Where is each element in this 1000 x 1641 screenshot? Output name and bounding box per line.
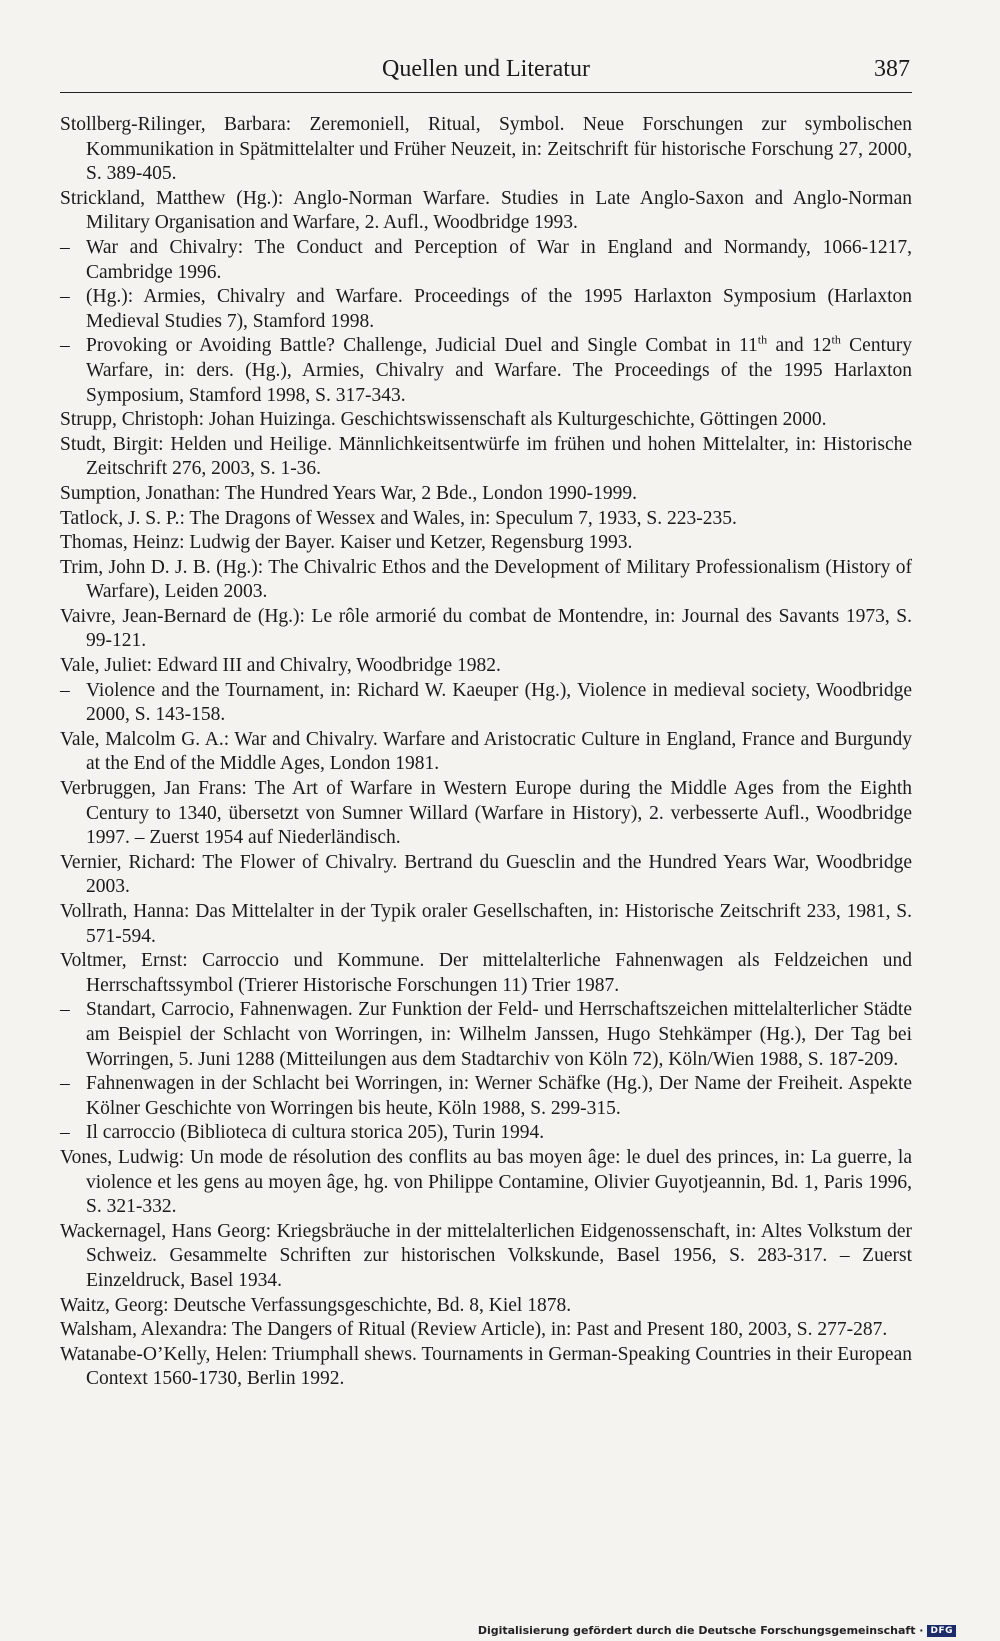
entry-text: (Hg.): Armies, Chivalry and Warfare. Proceedings of the 1995 Harlaxton Symposium (Harlaxton Medieval Studies 7), Stamford 1998.	[86, 286, 912, 332]
ordinal-superscript: th	[831, 332, 841, 347]
bibliography-entry	[60, 408, 912, 433]
bibliography-entry	[60, 556, 912, 605]
entry-text: Vale, Malcolm G. A.: War and Chivalry. Warfare and Aristocratic Culture in England, France and Burgundy at the End of the Middle Ages, London 1981.	[60, 728, 912, 775]
bibliography-entry	[60, 285, 912, 334]
bibliography-entry	[60, 1318, 912, 1343]
entry-text: Stollberg-Rilinger, Barbara: Zeremoniell, Ritual, Symbol. Neue Forschungen zur symbolischen Kommunikation in Spätmittelalter und Früher Neuzeit, in: Zeitschrift für historische Forschung 27, 2000, S. 389-405.	[60, 114, 912, 185]
repeat-author-dash: –	[60, 999, 70, 1021]
entry-text: Vernier, Richard: The Flower of Chivalry. Bertrand du Guesclin and the Hundred Years War, Woodbridge 2003.	[60, 851, 912, 898]
bibliography-entry	[60, 482, 912, 507]
bibliography-entry	[60, 113, 912, 187]
entry-text: Waitz, Georg: Deutsche Verfassungsgeschichte, Bd. 8, Kiel 1878.	[60, 1294, 572, 1316]
dfg-logo: DFG	[927, 1625, 956, 1637]
credit-text: Digitalisierung gefördert durch die Deutsche Forschungsgemeinschaft ·	[477, 1624, 924, 1637]
entry-text: Violence and the Tournament, in: Richard W. Kaeuper (Hg.), Violence in medieval society, Woodbridge 2000, S. 143-158.	[86, 679, 912, 726]
entry-text: Studt, Birgit: Helden und Heilige. Männlichkeitsentwürfe im frühen und hohen Mittelalter, in: Historische Zeitschrift 276, 2003, S. 1-36.	[60, 433, 912, 480]
entry-text: Vaivre, Jean-Bernard de (Hg.): Le rôle armorié du combat de Montendre, in: Journal des Savants 1973, S. 99-121.	[60, 605, 912, 652]
ordinal-superscript: th	[757, 332, 768, 347]
entry-text: Walsham, Alexandra: The Dangers of Ritual (Review Article), in: Past and Present 180, 2003, S. 277-287.	[60, 1319, 888, 1341]
bibliography-entry	[60, 679, 912, 728]
bibliography-entry	[60, 1220, 912, 1294]
entry-text: Il carroccio (Biblioteca di cultura storica 205), Turin 1994.	[86, 1122, 545, 1144]
entry-text: Standart, Carrocio, Fahnenwagen. Zur Funktion der Feld- und Herrschaftszeichen mittelalterlicher Städte am Beispiel der Schlacht von Worringen, in: Wilhelm Janssen, Hugo Stehkämper (Hg.), Der Tag bei Worringen, 5. Juni 1288 (Mitteilungen aus dem Stadtarchiv von Köln 72), Köln/Wien 1988, S. 187-209.	[86, 999, 912, 1070]
entry-text: Sumption, Jonathan: The Hundred Years War, 2 Bde., London 1990-1999.	[60, 482, 638, 504]
repeat-author-dash: –	[60, 1073, 70, 1095]
bibliography-entry	[60, 1146, 912, 1220]
bibliography-entry	[60, 1294, 912, 1319]
entry-text: Fahnenwagen in der Schlacht bei Worringen, in: Werner Schäfke (Hg.), Der Name der Freiheit. Aspekte Kölner Geschichte von Worringen bis heute, Köln 1988, S. 299-315.	[86, 1073, 912, 1119]
bibliography-entry	[60, 605, 912, 654]
bibliography-entry	[60, 851, 912, 900]
digitization-credit	[478, 1624, 956, 1637]
bibliography-entry	[60, 1121, 912, 1146]
page-title: Quellen und Literatur	[382, 56, 590, 82]
running-header	[60, 48, 912, 93]
entry-text: Provoking or Avoiding Battle? Challenge, Judicial Duel and Single Combat in 11	[86, 335, 758, 357]
repeat-author-dash: –	[60, 236, 70, 258]
bibliography-entry	[60, 998, 912, 1072]
bibliography-entry	[60, 187, 912, 236]
bibliography-entry	[60, 654, 912, 679]
entry-text: Strickland, Matthew (Hg.): Anglo-Norman Warfare. Studies in Late Anglo-Saxon and Anglo-Norman Military Organisation and Warfare, 2. Aufl., Woodbridge 1993.	[60, 187, 912, 234]
bibliography-entry	[60, 531, 912, 556]
bibliography-entry	[60, 1343, 912, 1392]
bibliography-entry	[60, 433, 912, 482]
repeat-author-dash: –	[60, 679, 70, 701]
entry-text: and 12	[767, 335, 832, 357]
repeat-author-dash: –	[60, 286, 70, 308]
bibliography-entry	[60, 236, 912, 285]
entry-text: Tatlock, J. S. P.: The Dragons of Wessex and Wales, in: Speculum 7, 1933, S. 223-235.	[60, 507, 737, 529]
entry-text: Watanabe-O’Kelly, Helen: Triumphall shews. Tournaments in German-Speaking Countries in their European Context 1560-1730, Berlin 1992.	[60, 1343, 912, 1390]
bibliography-entry	[60, 334, 912, 408]
entry-text: Vones, Ludwig: Un mode de résolution des conflits au bas moyen âge: le duel des princes, in: La guerre, la violence et les gens au moyen âge, hg. von Philippe Contamine, Olivier Guyotjeannin, Bd. 1, Paris 1996, S. 321-332.	[60, 1146, 912, 1218]
entry-text: Trim, John D. J. B. (Hg.): The Chivalric Ethos and the Development of Military Professionalism (History of Warfare), Leiden 2003.	[60, 556, 912, 603]
entry-text: Thomas, Heinz: Ludwig der Bayer. Kaiser und Ketzer, Regensburg 1993.	[60, 532, 633, 554]
page-number: 387	[874, 56, 910, 82]
entry-text: War and Chivalry: The Conduct and Perception of War in England and Normandy, 1066-1217, Cambridge 1996.	[86, 236, 912, 283]
bibliography-list	[60, 113, 912, 1392]
entry-text: Century Warfare, in: ders. (Hg.), Armies, Chivalry and Warfare. The Proceedings of the 1995 Harlaxton Symposium, Stamford 1998, S. 317-343.	[86, 335, 912, 406]
bibliography-entry	[60, 949, 912, 998]
entry-text: Vale, Juliet: Edward III and Chivalry, Woodbridge 1982.	[60, 655, 501, 677]
bibliography-entry	[60, 1072, 912, 1121]
bibliography-entry	[60, 728, 912, 777]
entry-text: Vollrath, Hanna: Das Mittelalter in der Typik oraler Gesellschaften, in: Historische Zeitschrift 233, 1981, S. 571-594.	[60, 901, 912, 947]
entry-text: Verbruggen, Jan Frans: The Art of Warfare in Western Europe during the Middle Ages from the Eighth Century to 1340, übersetzt von Sumner Willard (Warfare in History), 2. verbesserte Aufl., Woodbridge 1997. – Zuerst 1954 auf Niederländisch.	[60, 778, 912, 849]
repeat-author-dash: –	[60, 335, 70, 357]
bibliography-entry	[60, 777, 912, 851]
entry-text: Strupp, Christoph: Johan Huizinga. Geschichtswissenschaft als Kulturgeschichte, Göttingen 2000.	[60, 409, 827, 431]
entry-text: Voltmer, Ernst: Carroccio und Kommune. Der mittelalterliche Fahnenwagen als Feldzeichen und Herrschaftssymbol (Trierer Historische Forschungen 11) Trier 1987.	[60, 950, 912, 996]
repeat-author-dash: –	[60, 1122, 70, 1144]
bibliography-entry	[60, 900, 912, 949]
bibliography-entry	[60, 507, 912, 532]
entry-text: Wackernagel, Hans Georg: Kriegsbräuche in der mittelalterlichen Eidgenossenschaft, in: Altes Volkstum der Schweiz. Gesammelte Schriften zur historischen Volkskunde, Basel 1956, S. 283-317. – Zuerst Einzeldruck, Basel 1934.	[60, 1220, 912, 1291]
